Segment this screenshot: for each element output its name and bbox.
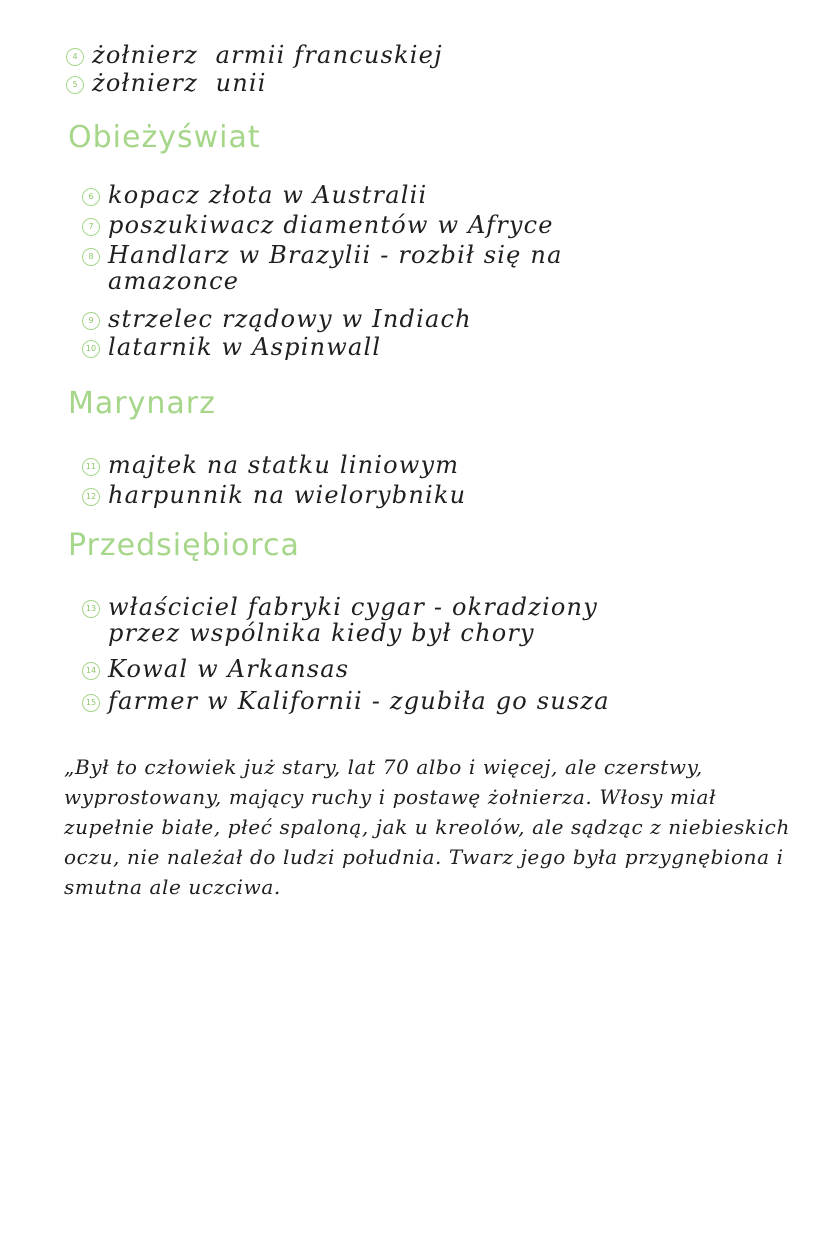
- list-item-text: strzelec rządowy w Indiach: [108, 305, 472, 333]
- list-item-text: latarnik w Aspinwall: [108, 333, 382, 361]
- list-item-text: właściciel fabryki cygar - okradziony przez wspólnika kiedy był chory: [108, 593, 598, 647]
- list-item: [82, 452, 459, 478]
- item-number-badge: 14: [82, 662, 100, 680]
- list-item: [66, 70, 267, 96]
- item-number-badge: 4: [66, 48, 84, 66]
- section-heading: Przedsiębiorca: [68, 528, 300, 563]
- list-item: [82, 242, 563, 294]
- list-item: [82, 334, 381, 360]
- item-number-badge: 13: [82, 600, 100, 618]
- list-item: [66, 42, 443, 68]
- item-number-badge: 12: [82, 488, 100, 506]
- section-heading: Marynarz: [68, 386, 216, 421]
- list-item-text: kopacz złota w Australii: [108, 181, 428, 209]
- item-number-badge: 5: [66, 76, 84, 94]
- list-item-text: poszukiwacz diamentów w Afryce: [108, 211, 554, 239]
- item-number-badge: 9: [82, 312, 100, 330]
- list-item-text: Handlarz w Brazylii - rozbił się na amazonce: [108, 241, 563, 295]
- list-item: [82, 688, 610, 714]
- item-number-badge: 7: [82, 218, 100, 236]
- section-heading: Obieżyświat: [68, 120, 261, 155]
- list-item-text: majtek na statku liniowym: [108, 451, 460, 479]
- item-number-badge: 15: [82, 694, 100, 712]
- list-item-text: żołnierz armii francuskiej: [92, 41, 443, 69]
- item-number-badge: 11: [82, 458, 100, 476]
- item-number-badge: 6: [82, 188, 100, 206]
- list-item-text: żołnierz unii: [92, 69, 267, 97]
- item-number-badge: 10: [82, 340, 100, 358]
- list-item-text: harpunnik na wielorybniku: [108, 481, 467, 509]
- item-number-badge: 8: [82, 248, 100, 266]
- quote-paragraph: „Był to człowiek już stary, lat 70 albo i więcej, ale czerstwy, wyprostowany, mający ruchy i postawę żołnierza. Włosy miał zupełnie białe, płeć spaloną, jak u kreolów, ale sądząc z niebieskich oczu, nie należał do ludzi południa. Twarz jego była przygnębiona i smutna ale uczciwa.: [64, 755, 790, 899]
- list-item-text: Kowal w Arkansas: [108, 655, 350, 683]
- list-item-text: farmer w Kalifornii - zgubiła go susza: [108, 687, 610, 715]
- list-item: [82, 482, 466, 508]
- list-item: [82, 656, 349, 682]
- list-item: [82, 306, 472, 332]
- list-item: [82, 594, 598, 646]
- list-item: [82, 182, 427, 208]
- list-item: [82, 212, 554, 238]
